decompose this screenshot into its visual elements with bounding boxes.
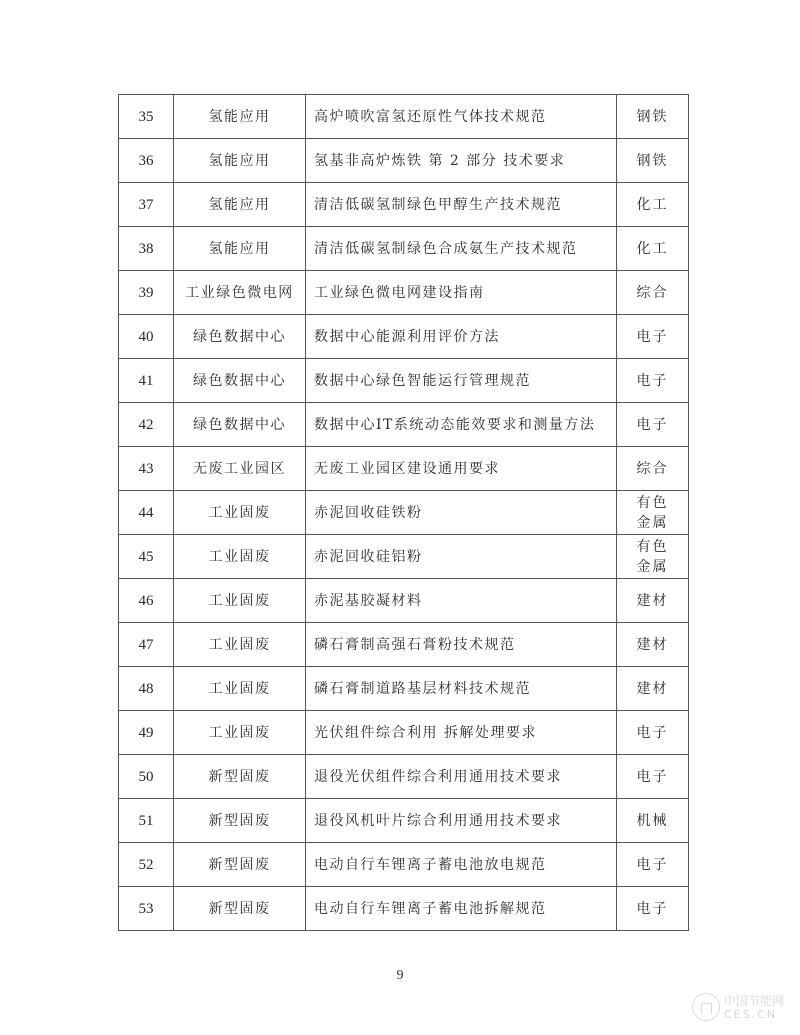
- industry-label: 有色金属: [636, 494, 669, 531]
- category-cell: 氢能应用: [174, 183, 306, 227]
- industry-cell: 机械: [617, 799, 689, 843]
- row-number-cell: 50: [119, 755, 174, 799]
- standard-name-cell: 数据中心IT系统动态能效要求和测量方法: [306, 403, 617, 447]
- category-cell: 工业固废: [174, 535, 306, 579]
- row-number-cell: 37: [119, 183, 174, 227]
- category-cell: 绿色数据中心: [174, 315, 306, 359]
- standard-name-cell: 退役风机叶片综合利用通用技术要求: [306, 799, 617, 843]
- row-number-cell: 36: [119, 139, 174, 183]
- standard-name-cell: 电动自行车锂离子蓄电池拆解规范: [306, 887, 617, 931]
- industry-cell: 电子: [617, 755, 689, 799]
- industry-cell: 电子: [617, 315, 689, 359]
- industry-cell: 电子: [617, 403, 689, 447]
- table-row: [119, 403, 689, 447]
- category-cell: 绿色数据中心: [174, 359, 306, 403]
- standard-name-cell: 磷石膏制道路基层材料技术规范: [306, 667, 617, 711]
- row-number-cell: 51: [119, 799, 174, 843]
- industry-cell: 综合: [617, 447, 689, 491]
- industry-cell: 化工: [617, 183, 689, 227]
- industry-cell: [617, 491, 689, 535]
- row-number-cell: 44: [119, 491, 174, 535]
- standards-table-body: [119, 95, 689, 931]
- row-number-cell: 40: [119, 315, 174, 359]
- industry-cell: 电子: [617, 887, 689, 931]
- industry-cell: 钢铁: [617, 139, 689, 183]
- standard-name-cell: 光伏组件综合利用 拆解处理要求: [306, 711, 617, 755]
- category-cell: 工业固废: [174, 491, 306, 535]
- table-row: [119, 711, 689, 755]
- standard-name-cell: 磷石膏制高强石膏粉技术规范: [306, 623, 617, 667]
- table-row: [119, 623, 689, 667]
- category-cell: 工业固废: [174, 711, 306, 755]
- table-row: [119, 535, 689, 579]
- table-row: [119, 95, 689, 139]
- row-number-cell: 41: [119, 359, 174, 403]
- category-cell: 工业固废: [174, 623, 306, 667]
- category-cell: 新型固废: [174, 887, 306, 931]
- category-cell: 氢能应用: [174, 95, 306, 139]
- standard-name-cell: 数据中心绿色智能运行管理规范: [306, 359, 617, 403]
- table-row: [119, 227, 689, 271]
- category-cell: 新型固废: [174, 843, 306, 887]
- table-row: [119, 667, 689, 711]
- table-row: [119, 315, 689, 359]
- category-cell: 新型固废: [174, 799, 306, 843]
- industry-cell: [617, 535, 689, 579]
- table-row: [119, 799, 689, 843]
- table-row: [119, 887, 689, 931]
- industry-cell: 建材: [617, 667, 689, 711]
- standard-name-cell: 赤泥回收硅铁粉: [306, 491, 617, 535]
- industry-cell: 电子: [617, 843, 689, 887]
- row-number-cell: 46: [119, 579, 174, 623]
- standard-name-cell: 赤泥回收硅铝粉: [306, 535, 617, 579]
- table-row: [119, 139, 689, 183]
- standard-name-cell: 清洁低碳氢制绿色合成氨生产技术规范: [306, 227, 617, 271]
- industry-cell: 钢铁: [617, 95, 689, 139]
- industry-label: 有色金属: [636, 538, 669, 575]
- row-number-cell: 45: [119, 535, 174, 579]
- standard-name-cell: 退役光伏组件综合利用通用技术要求: [306, 755, 617, 799]
- row-number-cell: 42: [119, 403, 174, 447]
- category-cell: 氢能应用: [174, 227, 306, 271]
- category-cell: 无废工业园区: [174, 447, 306, 491]
- category-cell: 工业绿色微电网: [174, 271, 306, 315]
- industry-cell: 建材: [617, 579, 689, 623]
- watermark-cn-text: 中国节能网: [724, 994, 785, 1008]
- row-number-cell: 52: [119, 843, 174, 887]
- standard-name-cell: 数据中心能源利用评价方法: [306, 315, 617, 359]
- row-number-cell: 38: [119, 227, 174, 271]
- standard-name-cell: 电动自行车锂离子蓄电池放电规范: [306, 843, 617, 887]
- ces-logo-icon: [692, 993, 720, 1021]
- industry-cell: 综合: [617, 271, 689, 315]
- standard-name-cell: 工业绿色微电网建设指南: [306, 271, 617, 315]
- table-row: [119, 447, 689, 491]
- row-number-cell: 49: [119, 711, 174, 755]
- category-cell: 氢能应用: [174, 139, 306, 183]
- industry-cell: 建材: [617, 623, 689, 667]
- row-number-cell: 39: [119, 271, 174, 315]
- standards-table: [118, 94, 689, 931]
- industry-cell: 化工: [617, 227, 689, 271]
- table-row: [119, 491, 689, 535]
- category-cell: 新型固废: [174, 755, 306, 799]
- table-row: [119, 755, 689, 799]
- table-row: [119, 359, 689, 403]
- page-number: 9: [396, 968, 404, 983]
- table-row: [119, 271, 689, 315]
- row-number-cell: 53: [119, 887, 174, 931]
- watermark-en-text: CES.CN: [724, 1008, 778, 1021]
- category-cell: 工业固废: [174, 667, 306, 711]
- industry-cell: 电子: [617, 359, 689, 403]
- standard-name-cell: 清洁低碳氢制绿色甲醇生产技术规范: [306, 183, 617, 227]
- standard-name-cell: 氢基非高炉炼铁 第 2 部分 技术要求: [306, 139, 617, 183]
- table-row: [119, 183, 689, 227]
- table-row: [119, 579, 689, 623]
- row-number-cell: 43: [119, 447, 174, 491]
- industry-cell: 电子: [617, 711, 689, 755]
- standard-name-cell: 无废工业园区建设通用要求: [306, 447, 617, 491]
- row-number-cell: 48: [119, 667, 174, 711]
- standard-name-cell: 高炉喷吹富氢还原性气体技术规范: [306, 95, 617, 139]
- row-number-cell: 47: [119, 623, 174, 667]
- row-number-cell: 35: [119, 95, 174, 139]
- watermark: [690, 990, 800, 1030]
- category-cell: 绿色数据中心: [174, 403, 306, 447]
- table-row: [119, 843, 689, 887]
- standard-name-cell: 赤泥基胶凝材料: [306, 579, 617, 623]
- category-cell: 工业固废: [174, 579, 306, 623]
